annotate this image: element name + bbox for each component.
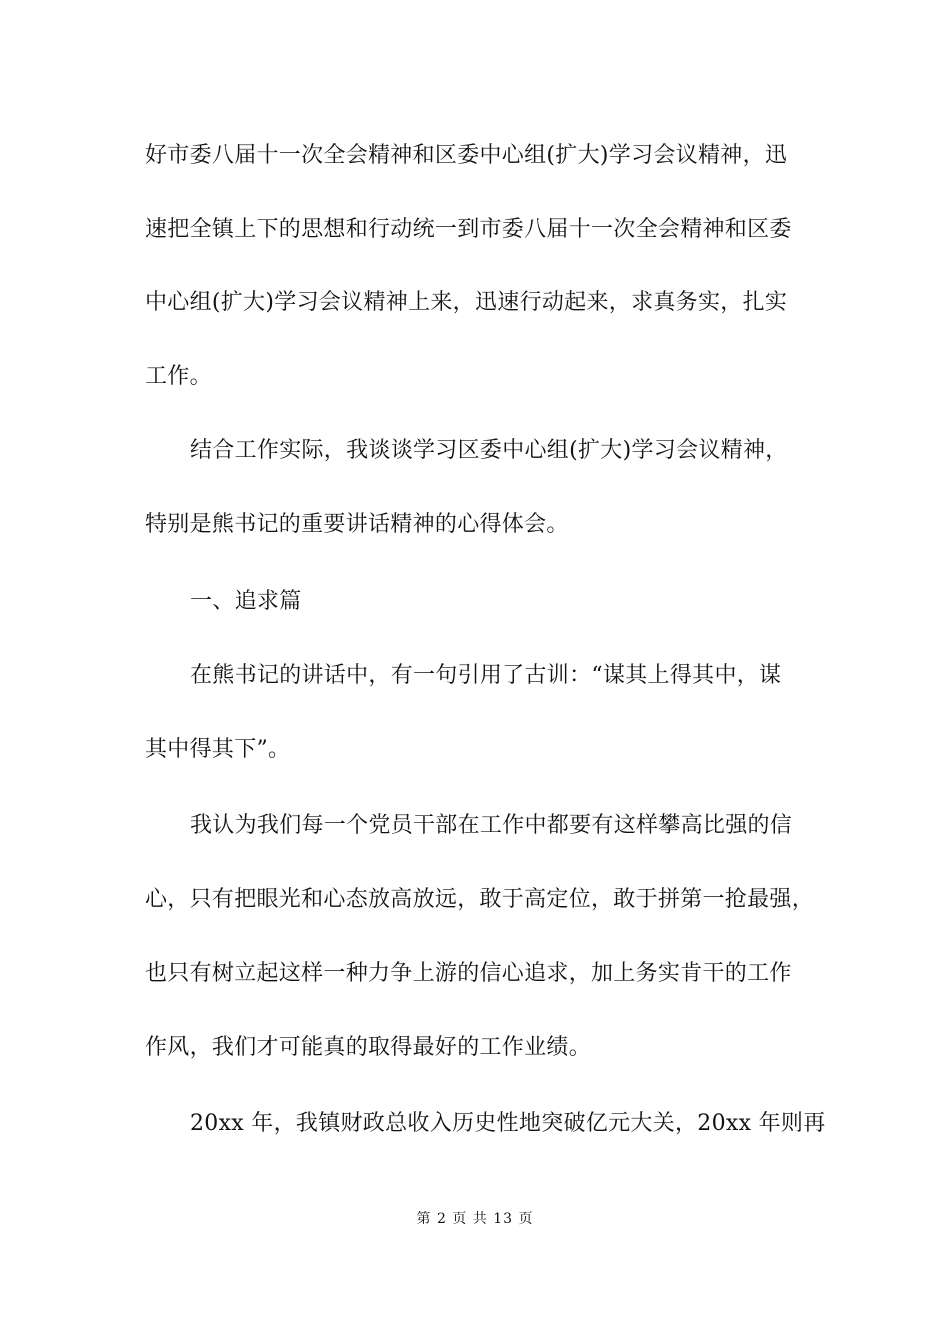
section-heading: 一、追求篇 [190, 589, 302, 614]
text-line-3: 中心组(扩大)学习会议精神上来，迅速行动起来，求真务实，扎实 [145, 290, 788, 315]
text-line-11: 心，只有把眼光和心态放高放远，敢于高定位，敢于拼第一抢最强， [145, 887, 815, 912]
text-line-8: 在熊书记的讲话中，有一句引用了古训：“谋其上得其中，谋 [190, 663, 782, 688]
text-line-4: 工作。 [145, 364, 212, 389]
text-line-5: 结合工作实际，我谈谈学习区委中心组(扩大)学习会议精神， [190, 438, 788, 463]
text-line-1: 好市委八届十一次全会精神和区委中心组(扩大)学习会议精神，迅 [145, 143, 788, 168]
text-line-14: 20xx 年，我镇财政总收入历史性地突破亿元大关，20xx 年则再 [190, 1111, 826, 1136]
text-line-12: 也只有树立起这样一种力争上游的信心追求，加上务实肯干的工作 [145, 961, 792, 986]
text-line-10: 我认为我们每一个党员干部在工作中都要有这样攀高比强的信 [190, 813, 793, 838]
text-line-6: 特别是熊书记的重要讲话精神的心得体会。 [145, 512, 569, 537]
page-number-footer: 第 2 页 共 13 页 [416, 1211, 534, 1227]
text-line-9: 其中得其下”。 [145, 737, 291, 762]
text-line-2: 速把全镇上下的思想和行动统一到市委八届十一次全会精神和区委 [145, 217, 792, 242]
text-line-13: 作风，我们才可能真的取得最好的工作业绩。 [145, 1035, 592, 1060]
